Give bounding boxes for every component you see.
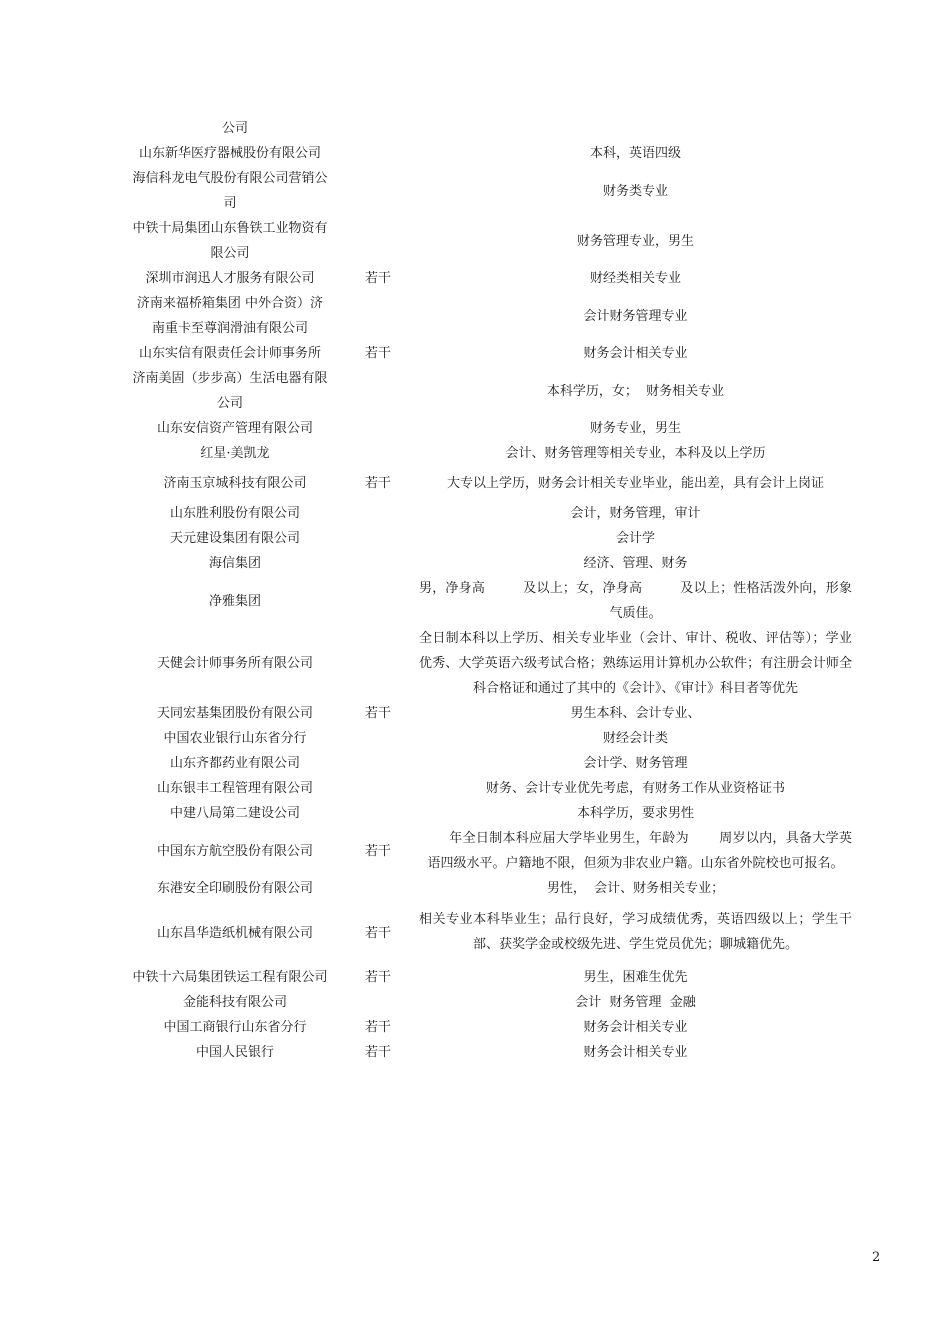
- table-row: [0, 501, 950, 526]
- hiring-count: 若干: [364, 843, 391, 859]
- company-name: 深圳市润迅人才服务有限公司: [145, 271, 315, 286]
- requirements: 会计 财务管理 金融: [575, 995, 696, 1010]
- company-name: 济南美固（步步高）生活电器有限公司: [132, 371, 328, 411]
- company-name: 公司: [221, 121, 248, 136]
- hiring-count: 若干: [364, 271, 391, 286]
- company-name: 山东安信资产管理有限公司: [156, 421, 313, 436]
- company-name: 天元建设集团有限公司: [169, 531, 300, 546]
- table-row: [0, 291, 950, 341]
- table-row: [0, 166, 950, 216]
- requirements: 财经类相关专业: [589, 271, 681, 286]
- table-row: [0, 116, 950, 141]
- table-row: [0, 990, 950, 1015]
- table-row: [0, 216, 950, 266]
- company-name: 红星·美凯龙: [200, 446, 270, 461]
- table-row: [0, 626, 950, 701]
- table-row: [0, 416, 950, 441]
- company-name: 中国工商银行山东省分行: [163, 1020, 307, 1035]
- requirements: 相关专业本科毕业生；品行良好，学习成绩优秀，英语四级以上；学生干部、获奖学金或校级先进、学生党员优先；聊城籍优先。: [419, 912, 852, 952]
- requirement-text: 年全日制本科应届大学毕业男生，年龄为: [449, 831, 689, 846]
- company-name: 山东昌华造纸机械有限公司: [156, 925, 313, 941]
- requirement-text: 男，净身高: [419, 581, 486, 596]
- company-name: 海信科龙电气股份有限公司营销公司: [132, 171, 328, 211]
- table-row: [0, 1015, 950, 1040]
- requirements: 会计、财务管理等相关专业，本科及以上学历: [505, 446, 766, 461]
- table-row: [0, 366, 950, 416]
- company-name: 山东实信有限责任会计师事务所: [138, 346, 321, 361]
- table-row: [0, 751, 950, 776]
- hiring-count: 若干: [364, 346, 391, 361]
- table-row: [0, 141, 950, 166]
- hiring-count: 若干: [364, 1045, 391, 1060]
- requirements: 财务类专业: [602, 183, 668, 199]
- table-row: [0, 441, 950, 466]
- table-row: [0, 576, 950, 626]
- recruitment-table: [0, 116, 950, 1065]
- page-number: 2: [872, 1250, 881, 1265]
- company-name: 净雅集团: [208, 593, 261, 609]
- requirement-text: 及以上；女，净身高: [523, 581, 643, 596]
- company-name: 山东胜利股份有限公司: [169, 506, 300, 521]
- company-name: 中国农业银行山东省分行: [163, 731, 307, 746]
- company-name: 海信集团: [208, 556, 261, 571]
- company-name: 山东银丰工程管理有限公司: [156, 781, 313, 796]
- table-row: [0, 801, 950, 826]
- requirements: 会计，财务管理，审计: [570, 506, 701, 521]
- table-row: [0, 726, 950, 751]
- table-row: [0, 266, 950, 291]
- requirements: 财务会计相关专业: [583, 1045, 688, 1060]
- table-row: [0, 701, 950, 726]
- hiring-count: 若干: [364, 476, 391, 491]
- hiring-count: 若干: [364, 970, 391, 985]
- company-name: 济南玉京城科技有限公司: [163, 476, 307, 491]
- requirements: 本科，英语四级: [589, 146, 681, 161]
- requirements: [419, 826, 852, 876]
- requirements: 会计财务管理专业: [583, 308, 688, 324]
- requirements: 全日制本科以上学历、相关专业毕业（会计、审计、税收、评估等）；学业优秀、大学英语六级考试合格；熟练运用计算机办公软件；有注册会计师全科合格证和通过了其中的《会计》、《审计》科目者等优先: [419, 631, 852, 696]
- table-row: [0, 826, 950, 876]
- table-row: [0, 341, 950, 366]
- requirements: 男性， 会计、财务相关专业；: [546, 881, 725, 896]
- requirements: 男生本科、会计专业、: [570, 706, 701, 721]
- company-name: 金能科技有限公司: [182, 995, 287, 1010]
- requirements: 大专以上学历，财务会计相关专业毕业，能出差，具有会计上岗证: [446, 476, 824, 491]
- requirements: 会计学、财务管理: [583, 756, 688, 771]
- hiring-count: 若干: [364, 706, 391, 721]
- company-name: 中国东方航空股份有限公司: [156, 843, 313, 859]
- company-name: 东港安全印刷股份有限公司: [156, 881, 313, 896]
- company-name: 天同宏基集团股份有限公司: [156, 706, 313, 721]
- requirements: [419, 576, 852, 626]
- hiring-count: 若干: [364, 1020, 391, 1035]
- table-row: [0, 526, 950, 551]
- company-name: 中铁十六局集团铁运工程有限公司: [132, 970, 328, 985]
- company-name: 中铁十局集团山东鲁铁工业物资有限公司: [132, 221, 328, 261]
- requirements: 财经会计类: [602, 731, 668, 746]
- requirements: 本科学历，要求男性: [576, 806, 694, 821]
- hiring-count: 若干: [364, 925, 391, 941]
- company-name: 济南来福桥箱集团 中外合资）济南重卡至尊润滑油有限公司: [136, 296, 324, 336]
- requirements: 财务会计相关专业: [583, 346, 688, 361]
- requirements: 财务管理专业，男生: [576, 233, 694, 249]
- table-row: [0, 471, 950, 496]
- table-row: [0, 1040, 950, 1065]
- requirements: 会计学: [615, 531, 655, 546]
- company-name: 天健会计师事务所有限公司: [156, 656, 313, 671]
- requirement-text: 周岁以内，具备大学英语四级水平。户籍地不限，但须为非农业户籍。山东省外院校也可报名。: [427, 831, 852, 871]
- table-row: [0, 965, 950, 990]
- table-row: [0, 776, 950, 801]
- requirements: 本科学历，女； 财务相关专业: [546, 383, 725, 399]
- requirements: 经济、管理、财务: [583, 556, 688, 571]
- requirements: 男生，困难生优先: [583, 970, 688, 985]
- table-row: [0, 876, 950, 901]
- company-name: 山东新华医疗器械股份有限公司: [138, 146, 321, 161]
- company-name: 山东齐都药业有限公司: [169, 756, 300, 771]
- requirements: 财务专业，男生: [589, 421, 681, 436]
- company-name: 中国人民银行: [195, 1045, 274, 1060]
- company-name: 中建八局第二建设公司: [169, 806, 300, 821]
- requirement-text: 及以上；性格活泼外向，形象气质佳。: [609, 581, 852, 621]
- requirements: 财务会计相关专业: [583, 1020, 688, 1035]
- table-row: [0, 901, 950, 965]
- requirements: 财务、会计专业优先考虑，有财务工作从业资格证书: [485, 781, 785, 796]
- table-row: [0, 551, 950, 576]
